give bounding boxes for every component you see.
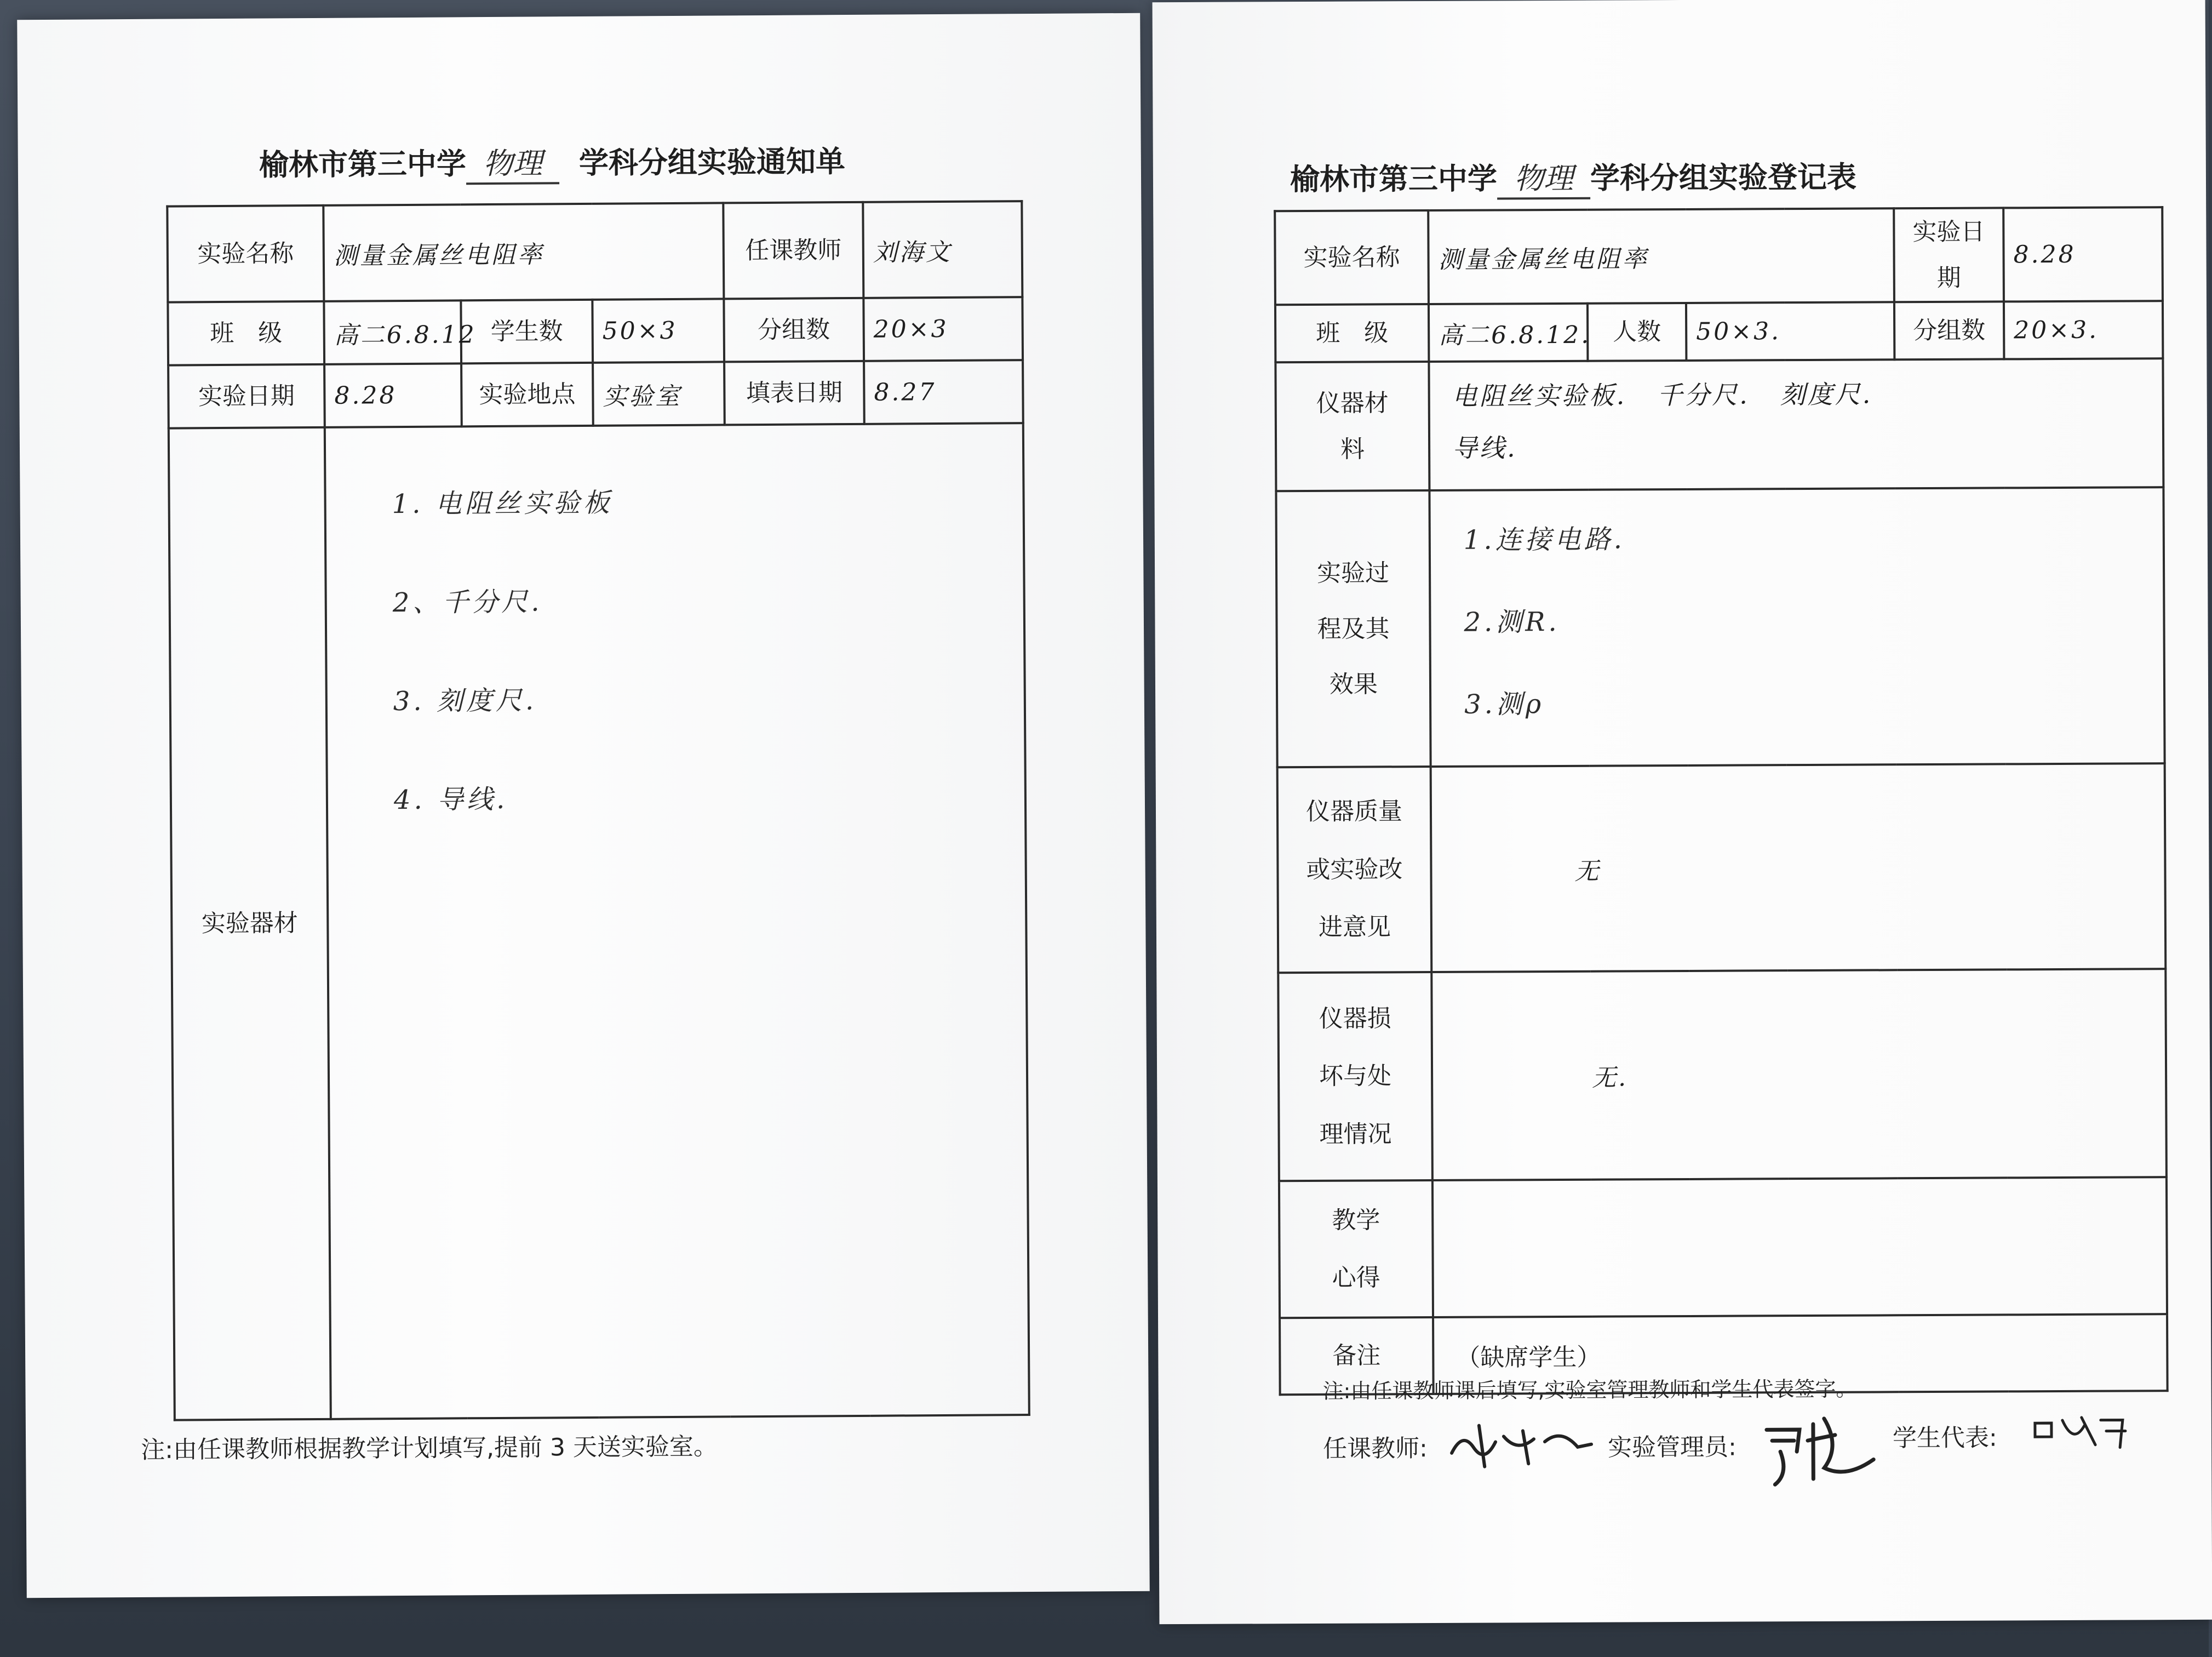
reg-label-damage: 仪器损坏与处理情况 [1278, 972, 1432, 1181]
value-teacher: 刘海文 [863, 201, 1022, 298]
notice-title-suffix: 学科分组实验通知单 [578, 144, 846, 181]
sig-label-student-rep: 学生代表: [1892, 1424, 1997, 1453]
equipment-item: 1. 电阻丝实验板 [392, 487, 613, 520]
equipment-item: 3. 刻度尺. [393, 685, 537, 717]
sig-label-teacher: 任课教师: [1322, 1435, 1428, 1463]
value-location: 实验室 [593, 362, 725, 425]
value-date: 8.28 [324, 363, 462, 427]
notice-title-prefix: 榆林市第三中学 [259, 146, 467, 182]
label-student-count: 学生数 [461, 300, 593, 363]
reg-label-teaching: 教学心得 [1279, 1180, 1433, 1318]
reg-label-date: 实验日期 [1894, 208, 2004, 302]
reg-value-quality: 无 [1431, 763, 2166, 972]
value-groups: 20×3 [863, 297, 1023, 361]
reg-label-process: 实验过程及其效果 [1276, 490, 1430, 767]
reg-label-materials: 仪器材料 [1275, 362, 1429, 491]
register-title-subject: 物理 [1497, 155, 1590, 200]
reg-materials-line1: 电阻丝实验板. 千分尺. 刻度尺. [1452, 379, 1873, 412]
reg-materials-cell [1429, 358, 2163, 490]
reg-process-cell [1429, 487, 2164, 767]
equipment-cell [325, 423, 1029, 1419]
label-location: 实验地点 [461, 363, 593, 426]
notice-sheet [17, 13, 1150, 1598]
reg-materials-line2: 导线. [1452, 433, 1517, 464]
process-item: 3.测ρ [1464, 689, 1545, 720]
label-date: 实验日期 [168, 364, 325, 428]
value-student-count: 50×3 [592, 299, 724, 362]
reg-label-experiment-name: 实验名称 [1275, 210, 1429, 305]
register-table [1274, 206, 2168, 1396]
reg-value-class: 高二6.8.12. [1429, 304, 1588, 362]
reg-value-teaching [1432, 1177, 2167, 1317]
student-rep-signature [2030, 1406, 2139, 1456]
teacher-signature [1441, 1414, 1606, 1481]
equipment-item: 2、千分尺. [392, 586, 543, 619]
reg-value-damage: 无. [1431, 969, 2167, 1180]
reg-label-people: 人数 [1588, 303, 1686, 361]
label-class: 班 级 [168, 301, 324, 365]
reg-value-groups: 20×3. [2004, 301, 2163, 359]
reg-value-people: 50×3. [1686, 302, 1894, 361]
notice-title-subject: 物理 [466, 140, 559, 185]
reg-value-remarks: （缺席学生） [1433, 1314, 2168, 1394]
reg-label-groups: 分组数 [1894, 302, 2004, 360]
notice-table [166, 200, 1030, 1421]
label-teacher: 任课教师 [723, 202, 863, 299]
reg-label-quality: 仪器质量或实验改进意见 [1277, 767, 1432, 973]
value-experiment-name: 测量金属丝电阻率 [323, 203, 724, 301]
label-experiment-name: 实验名称 [167, 205, 324, 302]
reg-label-class: 班 级 [1275, 304, 1429, 362]
label-equipment: 实验器材 [169, 427, 331, 1420]
process-item: 2.测R. [1464, 607, 1560, 638]
reg-value-date: 8.28 [2003, 207, 2163, 301]
register-title-suffix: 学科分组实验登记表 [1590, 159, 1857, 196]
notice-footnote: 注:由任课教师根据教学计划填写,提前 3 天送实验室。 [141, 1432, 718, 1464]
equipment-item: 4. 导线. [393, 784, 508, 816]
lab-manager-signature [1758, 1407, 1890, 1490]
sig-label-lab-manager: 实验管理员: [1607, 1433, 1737, 1462]
register-title [1290, 154, 1856, 201]
process-item: 1.连接电路. [1463, 524, 1626, 556]
register-footnote: 注:由任课教师课后填写,实验室管理教师和学生代表签字。 [1322, 1376, 1857, 1403]
equipment-list [392, 479, 1024, 877]
reg-value-experiment-name: 测量金属丝电阻率 [1428, 208, 1894, 304]
register-title-prefix: 榆林市第三中学 [1290, 161, 1498, 197]
value-class: 高二6.8.12 [324, 300, 461, 364]
label-groups: 分组数 [724, 298, 864, 362]
reg-process-list [1464, 516, 2164, 765]
notice-title [259, 138, 845, 186]
reg-label-remarks: 备注 [1280, 1317, 1434, 1395]
label-fill-date: 填表日期 [724, 361, 864, 425]
value-fill-date: 8.27 [864, 360, 1023, 424]
register-sheet [1153, 0, 2212, 1624]
